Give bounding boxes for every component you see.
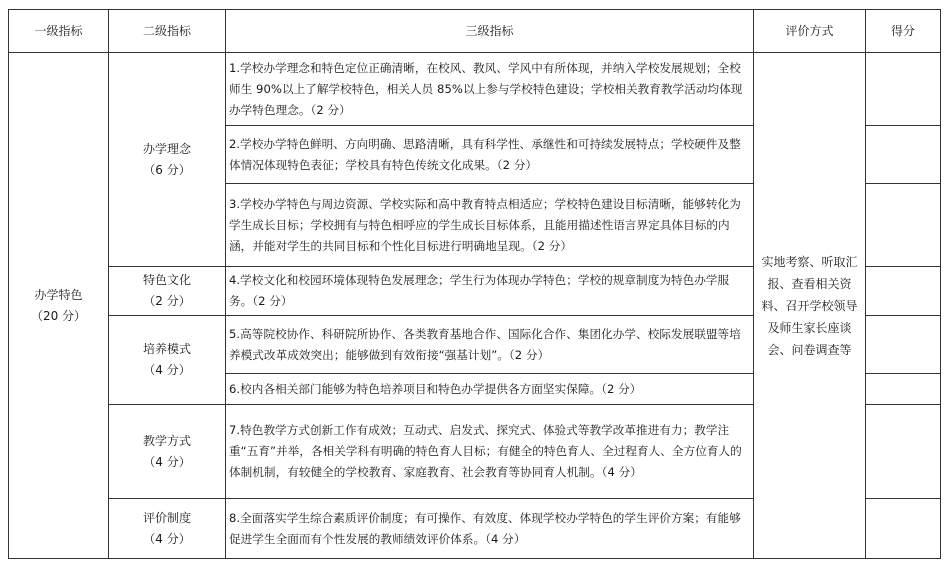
- header-row: [9, 10, 941, 53]
- score-cell-6[interactable]: [866, 374, 941, 405]
- level2-points: （6 分）: [143, 162, 191, 177]
- level1-cell: [9, 53, 109, 559]
- level2-cell-teaching: [109, 405, 226, 499]
- indicator-1: 1.学校办学理念和特色定位正确清晰，在校风、教风、学风中有所体现，并纳入学校发展规划；全校师生 90%以上了解学校特色，相关人员 85%以上参与学校特色建设；学校相关教育教学活动均体现办学特色理念。（2 分）: [226, 53, 754, 126]
- score-cell-2[interactable]: [866, 126, 941, 184]
- score-cell-7[interactable]: [866, 405, 941, 499]
- level2-cell-philosophy: [109, 53, 226, 267]
- level2-name: 特色文化: [142, 273, 191, 287]
- level2-points: （4 分）: [143, 363, 191, 377]
- indicator-2: 2.学校办学特色鲜明、方向明确、思路清晰，具有科学性、承继性和可持续发展特点；学校硬件及整体情况体现特色表征；学校具有特色传统文化成果。（2 分）: [226, 126, 754, 184]
- level2-name: 培养模式: [142, 342, 191, 356]
- header-method: 评价方式: [754, 10, 866, 53]
- header-level1: 一级指标: [9, 10, 109, 53]
- level2-cell-evaluation: [109, 499, 226, 559]
- level2-cell-training: [109, 316, 226, 405]
- method-cell: 实地考察、听取汇报、查看相关资料、召开学校领导及师生家长座谈会、问卷调查等: [754, 53, 866, 559]
- header-level2: 二级指标: [109, 10, 226, 53]
- score-cell-5[interactable]: [866, 316, 941, 374]
- header-level3: 三级指标: [226, 10, 754, 53]
- indicator-8: 8.全面落实学生综合素质评价制度；有可操作、有效度、体现学校办学特色的学生评价方案；有能够促进学生全面而有个性发展的教师绩效评价体系。（4 分）: [226, 499, 754, 559]
- score-cell-8[interactable]: [866, 499, 941, 559]
- header-score: 得分: [866, 10, 941, 53]
- level2-points: （4 分）: [143, 454, 191, 469]
- score-cell-4[interactable]: [866, 267, 941, 316]
- level1-name: 办学特色: [34, 287, 83, 302]
- indicator-4: 4.学校文化和校园环境体现特色发展理念；学生行为体现办学特色；学校的规章制度为特色办学服务。（2 分）: [226, 267, 754, 316]
- level2-cell-culture: [109, 267, 226, 316]
- level2-points: （4 分）: [143, 531, 191, 546]
- table-row: [9, 53, 941, 126]
- indicator-3: 3.学校办学特色与周边资源、学校实际和高中教育特点相适应；学校特色建设目标清晰，能够转化为学生成长目标；学校拥有与特色相呼应的学生成长目标体系，且能用描述性语言界定具体目标的内涵，并能对学生的共同目标和个性化目标进行明确地呈现。（2 分）: [226, 184, 754, 267]
- level2-name: 教学方式: [142, 433, 191, 448]
- indicator-7: 7.特色教学方式创新工作有成效；互动式、启发式、探究式、体验式等教学改革推进有力；教学注重“五育”并举，各相关学科有明确的特色育人目标；有健全的特色育人、全过程育人、全方位育人的体制机制，有较健全的学校教育、家庭教育、社会教育等协同育人机制。（4 分）: [226, 405, 754, 499]
- level2-points: （2 分）: [143, 294, 191, 308]
- score-cell-1[interactable]: [866, 53, 941, 126]
- score-cell-3[interactable]: [866, 184, 941, 267]
- level2-name: 办学理念: [142, 141, 191, 156]
- level1-points: （20 分）: [30, 308, 87, 323]
- indicator-5: 5.高等院校协作、科研院所协作、各类教育基地合作、国际化合作、集团化办学、校际发展联盟等培养模式改革成效突出；能够做到有效衔接“强基计划”。（2 分）: [226, 316, 754, 374]
- level2-name: 评价制度: [142, 510, 191, 525]
- evaluation-table: [8, 9, 941, 559]
- indicator-6: 6.校内各相关部门能够为特色培养项目和特色办学提供各方面坚实保障。（2 分）: [226, 374, 754, 405]
